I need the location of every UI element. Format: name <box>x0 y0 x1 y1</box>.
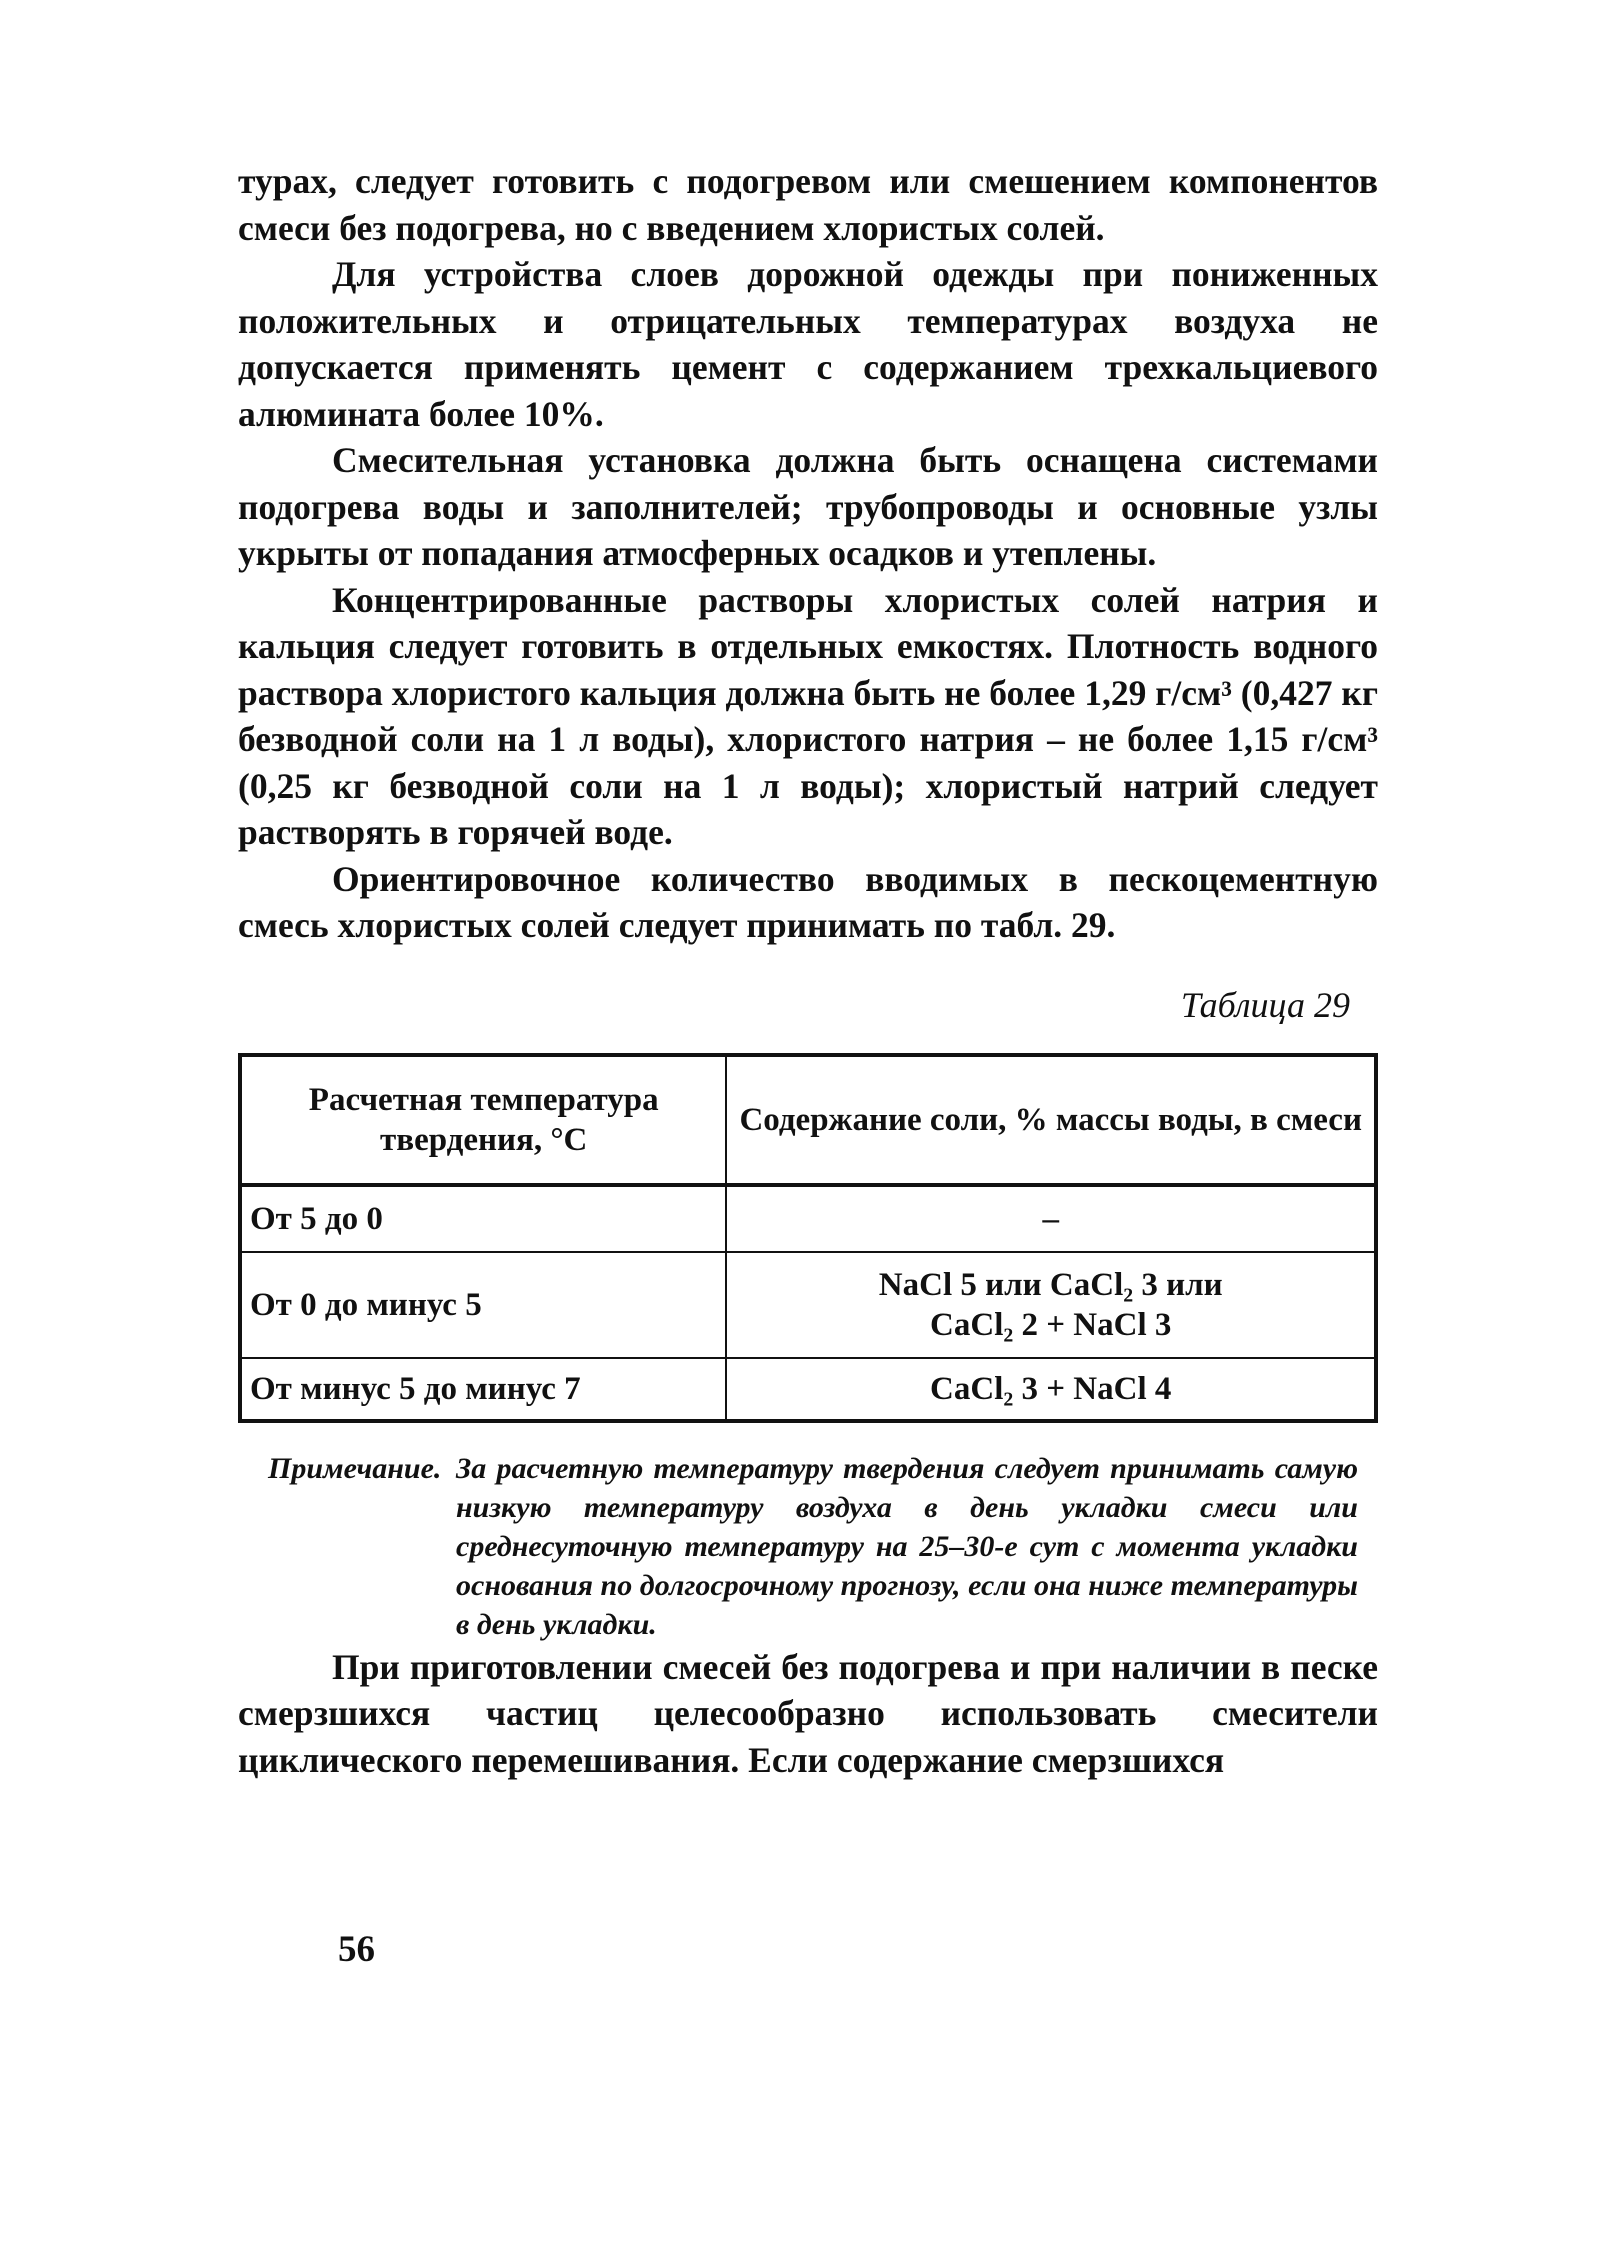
header-salt-content: Содержание соли, % массы воды, в смеси <box>726 1055 1376 1185</box>
salt-content-table <box>238 1053 1378 1423</box>
table-header-row <box>240 1055 1376 1185</box>
cell-salt-line: CaCl₂ 2 + NaCl 3 <box>930 1306 1172 1343</box>
cell-salt-line: CaCl₂ 3 + NaCl 4 <box>930 1370 1172 1407</box>
cell-temperature: От 0 до минус 5 <box>240 1252 726 1358</box>
table-row <box>240 1185 1376 1252</box>
cell-salt <box>726 1358 1376 1421</box>
cell-salt-line: – <box>1042 1200 1059 1237</box>
paragraph-1: турах, следует готовить с подогревом или смешением компонентов смеси без подогрева, но с введением хлористых солей. <box>238 161 1378 248</box>
cell-temperature: От минус 5 до минус 7 <box>240 1358 726 1421</box>
cell-salt <box>726 1185 1376 1252</box>
paragraph-after-table: При приготовлении смесей без подогрева и при наличии в песке смерзшихся частиц целесообразно использовать смесители циклического перемешивания. Если содержание смерзшихся <box>238 1646 1378 1780</box>
paragraph-2: Для устройства слоев дорожной одежды при пониженных положительных и отрицательных температурах воздуха не допускается применять цемент с содержанием трехкальциевого алюмината более 10%. <box>238 254 1378 434</box>
paragraph-5: Ориентировочное количество вводимых в пескоцементную смесь хлористых солей следует принимать по табл. 29. <box>238 858 1378 945</box>
paragraph-3: Смесительная установка должна быть оснащена системами подогрева воды и заполнителей; трубопроводы и основные узлы укрыты от попадания атмосферных осадков и утеплены. <box>238 440 1378 573</box>
cell-salt-line: NaCl 5 или CaCl₂ 3 или <box>878 1266 1223 1303</box>
page-number: 56 <box>338 1929 375 1970</box>
table-row <box>240 1358 1376 1421</box>
table-caption: Таблица 29 <box>1180 984 1350 1025</box>
paragraph-4: Концентрированные растворы хлористых солей натрия и кальция следует готовить в отдельных емкостях. Плотность водного раствора хлористого кальция должна быть не более 1,29 г/см³ (0,427 кг безводной соли на 1 л воды), хлористого натрия – не более 1,15 г/см³ (0,25 кг безводной соли на 1 л воды); хлористый натрий следует растворять в горячей воде. <box>238 579 1378 852</box>
document-page <box>238 158 1378 1783</box>
table-row <box>240 1252 1376 1358</box>
cell-temperature: От 5 до 0 <box>240 1185 726 1252</box>
note-text: За расчетную температуру твердения следует принимать самую низкую температуру воздуха в день укладки смеси или среднесуточную температуру на 25–30-е сут с момента укладки основания по долгосрочному прогнозу, если она ниже температуры в день укладки. <box>456 1451 1358 1641</box>
table-note <box>238 1449 1378 1644</box>
cell-salt <box>726 1252 1376 1358</box>
note-label: Примечание. <box>268 1451 442 1485</box>
header-temperature: Расчетная температура твердения, °С <box>240 1055 726 1185</box>
